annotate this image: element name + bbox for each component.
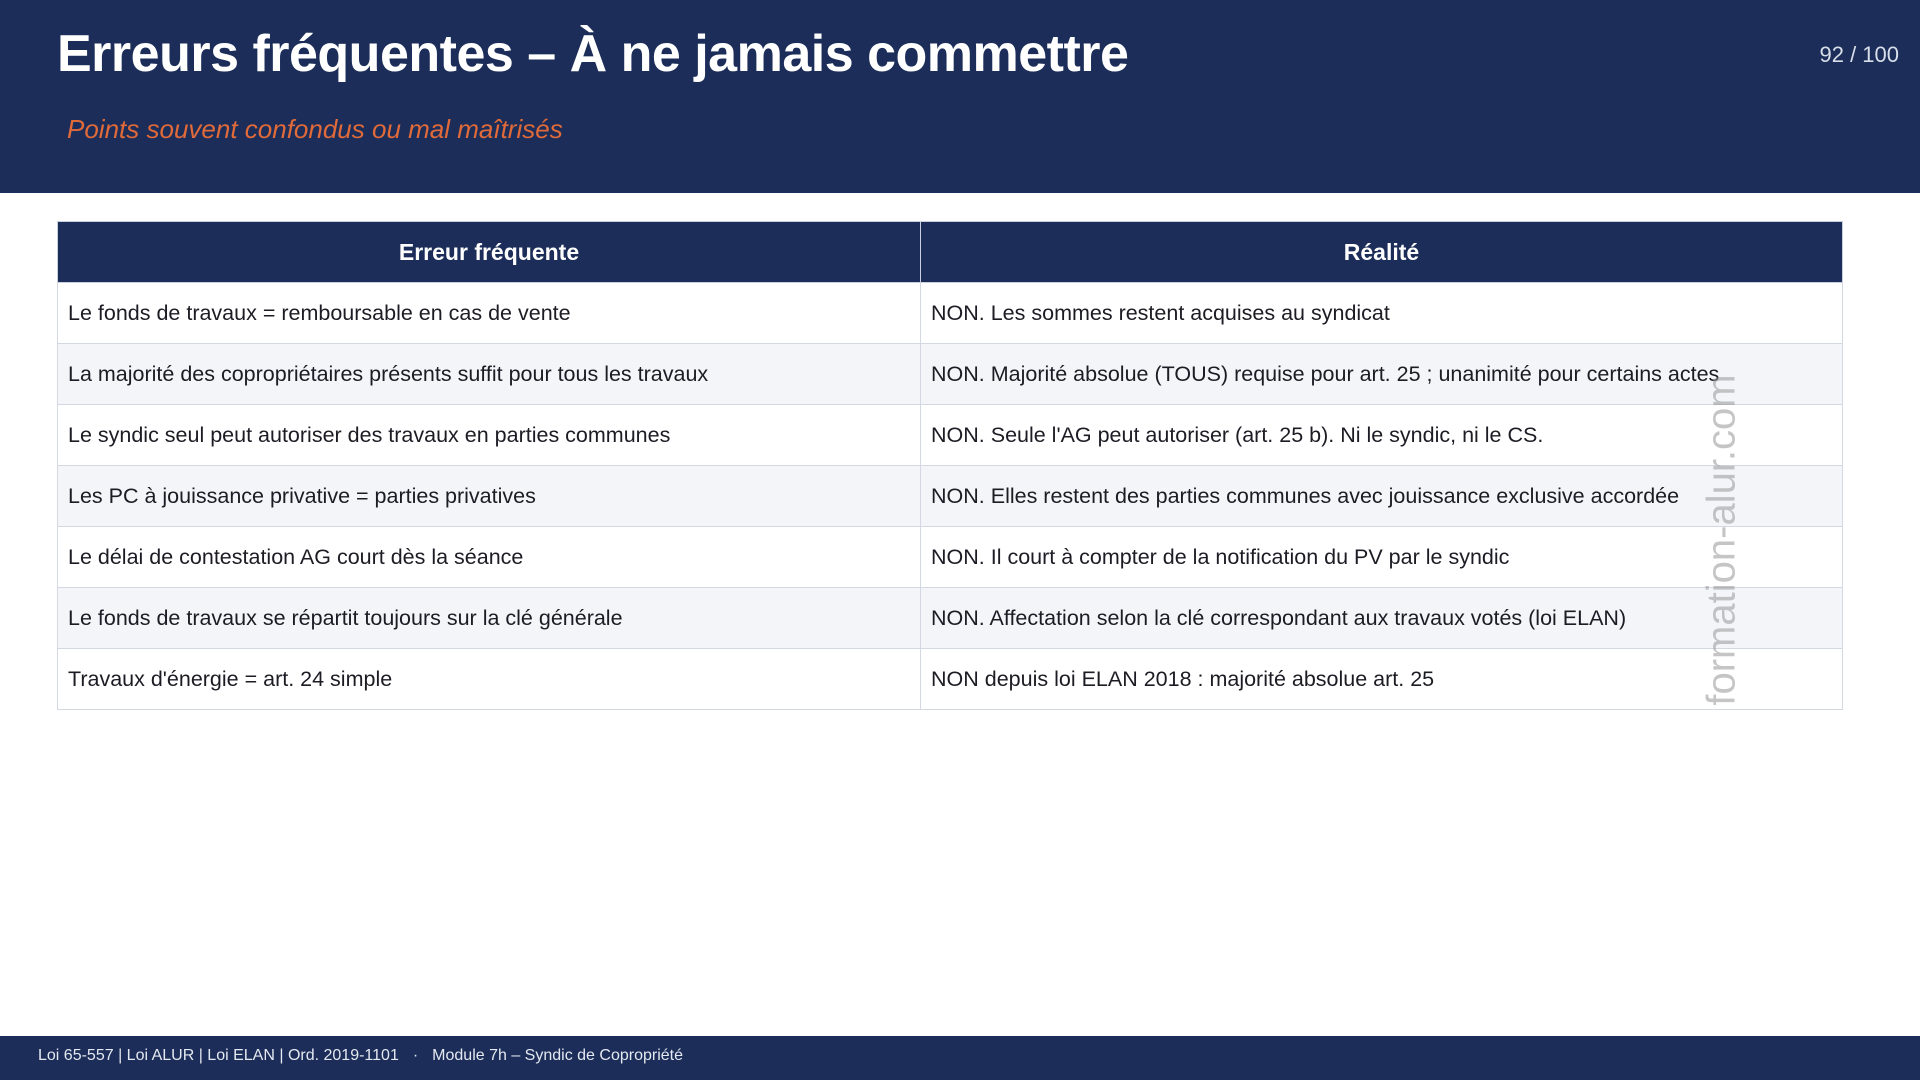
column-header-reality: Réalité (921, 222, 1843, 283)
table-row (58, 649, 1843, 710)
errors-table (57, 221, 1843, 710)
table-row (58, 466, 1843, 527)
reality-cell: NON depuis loi ELAN 2018 : majorité absolue art. 25 (921, 649, 1843, 710)
footer-text (38, 1047, 683, 1065)
error-cell: Le fonds de travaux = remboursable en cas de vente (58, 283, 921, 344)
table-header-row (58, 222, 1843, 283)
error-cell: Le fonds de travaux se répartit toujours sur la clé générale (58, 588, 921, 649)
error-cell: La majorité des copropriétaires présents suffit pour tous les travaux (58, 344, 921, 405)
table-row (58, 588, 1843, 649)
footer-separator: · (412, 1047, 419, 1064)
page-counter: 92 / 100 (1819, 42, 1899, 67)
error-cell: Travaux d'énergie = art. 24 simple (58, 649, 921, 710)
table-row (58, 283, 1843, 344)
table-row (58, 344, 1843, 405)
reality-cell: NON. Il court à compter de la notification du PV par le syndic (921, 527, 1843, 588)
error-cell: Le syndic seul peut autoriser des travaux en parties communes (58, 405, 921, 466)
slide-footer (0, 1036, 1920, 1080)
table-row (58, 527, 1843, 588)
reality-cell: NON. Les sommes restent acquises au syndicat (921, 283, 1843, 344)
footer-module: Module 7h – Syndic de Copropriété (432, 1047, 683, 1064)
slide-title: Erreurs fréquentes – À ne jamais commettre (57, 25, 1129, 83)
reality-cell: NON. Seule l'AG peut autoriser (art. 25 b). Ni le syndic, ni le CS. (921, 405, 1843, 466)
reality-cell: NON. Elles restent des parties communes avec jouissance exclusive accordée (921, 466, 1843, 527)
error-cell: Le délai de contestation AG court dès la séance (58, 527, 921, 588)
watermark: formation-alur.com (1699, 374, 1744, 706)
error-cell: Les PC à jouissance privative = parties privatives (58, 466, 921, 527)
reality-cell: NON. Majorité absolue (TOUS) requise pour art. 25 ; unanimité pour certains actes (921, 344, 1843, 405)
footer-laws: Loi 65-557 | Loi ALUR | Loi ELAN | Ord. 2019-1101 (38, 1047, 399, 1064)
slide-subtitle: Points souvent confondus ou mal maîtrisés (67, 114, 563, 144)
errors-table-container (57, 221, 1842, 710)
reality-cell: NON. Affectation selon la clé correspondant aux travaux votés (loi ELAN) (921, 588, 1843, 649)
column-header-error: Erreur fréquente (58, 222, 921, 283)
slide-header (0, 0, 1920, 193)
table-row (58, 405, 1843, 466)
